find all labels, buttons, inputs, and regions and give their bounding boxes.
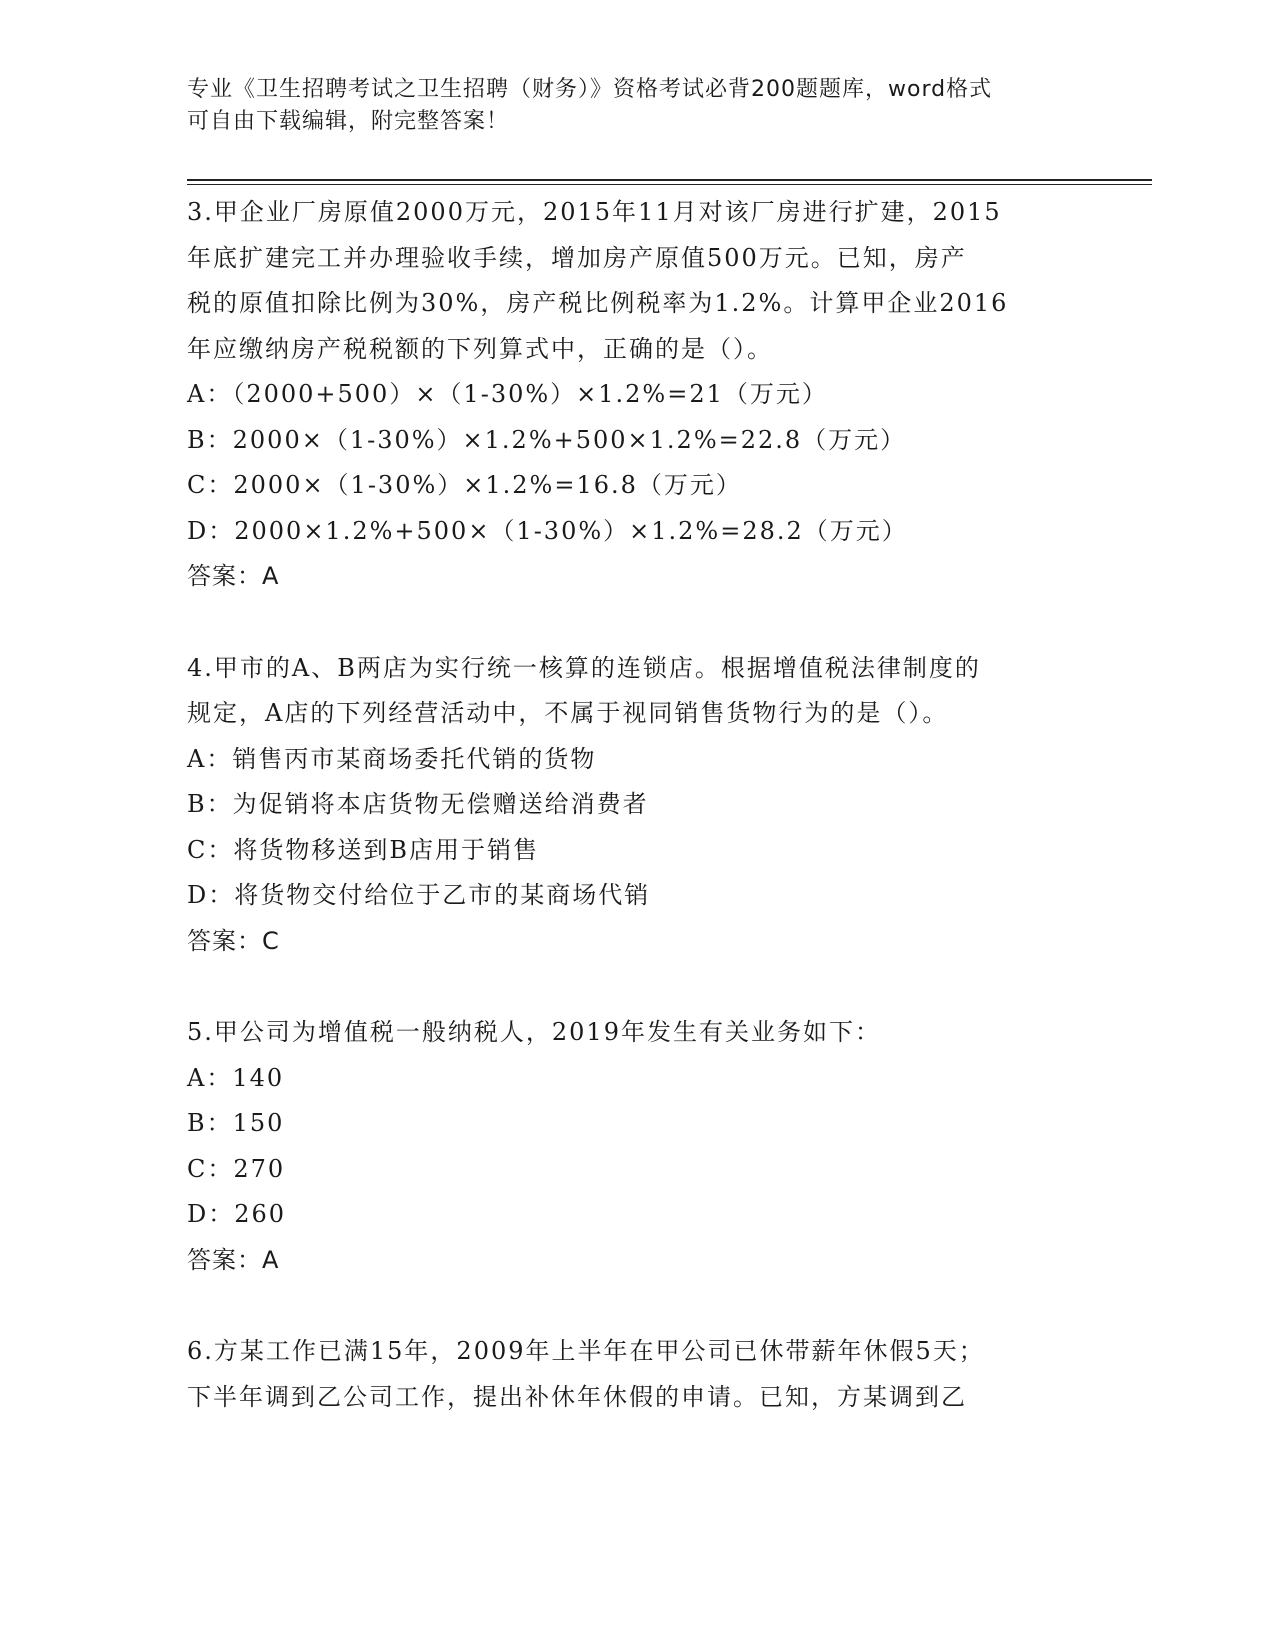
question-text-line: 5.甲公司为增值税一般纳税人，2019年发生有关业务如下： — [187, 1018, 881, 1046]
question-spacer — [187, 964, 1087, 1010]
option-a: A：销售丙市某商场委托代销的货物 — [187, 744, 597, 773]
question-text-line: 规定，A店的下列经营活动中，不属于视同销售货物行为的是（）。 — [187, 699, 949, 727]
option-d: D：2000×1.2%+500×（1-30%）×1.2%=28.2（万元） — [187, 516, 908, 545]
header-divider-thin — [187, 184, 1152, 185]
option-b: B：150 — [187, 1109, 285, 1137]
answer-label: 答案：C — [187, 926, 280, 955]
option-c: C：将货物移送到B店用于销售 — [187, 835, 539, 864]
option-a: A：140 — [187, 1063, 285, 1092]
question-list — [187, 190, 1087, 1420]
header-title-line-2: 可自由下载编辑，附完整答案！ — [187, 109, 510, 134]
option-d: D：260 — [187, 1200, 287, 1228]
question-spacer — [187, 1283, 1087, 1329]
question-text-line: 年应缴纳房产税税额的下列算式中，正确的是（）。 — [187, 334, 773, 363]
question-4 — [187, 646, 1087, 965]
answer-label: 答案：A — [187, 1245, 280, 1274]
question-text-line: 年底扩建完工并办理验收手续，增加房产原值500万元。已知，房产 — [187, 243, 967, 272]
option-d: D：将货物交付给位于乙市的某商场代销 — [187, 881, 651, 909]
question-spacer — [187, 600, 1087, 646]
question-5 — [187, 1010, 1087, 1283]
question-3 — [187, 190, 1087, 600]
option-c: C：270 — [187, 1154, 286, 1183]
question-text-line: 6.方某工作已满15年，2009年上半年在甲公司已休带薪年休假5天； — [187, 1337, 985, 1365]
question-text-line: 4.甲市的A、B两店为实行统一核算的连锁店。根据增值税法律制度的 — [187, 653, 981, 682]
question-text-line: 下半年调到乙公司工作，提出补休年休假的申请。已知，方某调到乙 — [187, 1382, 967, 1411]
question-6 — [187, 1329, 1087, 1420]
option-b: B：2000×（1-30%）×1.2%+500×1.2%=22.8（万元） — [187, 425, 907, 454]
option-a: A：（2000+500）×（1-30%）×1.2%=21（万元） — [187, 380, 828, 408]
header-divider-thick — [187, 179, 1152, 181]
document-header — [187, 74, 1067, 138]
option-b: B：为促销将本店货物无偿赠送给消费者 — [187, 790, 649, 818]
option-c: C：2000×（1-30%）×1.2%=16.8（万元） — [187, 471, 742, 499]
question-text-line: 税的原值扣除比例为30%，房产税比例税率为1.2%。计算甲企业2016 — [187, 289, 1009, 317]
answer-label: 答案：A — [187, 562, 280, 590]
header-title-line-1: 专业《卫生招聘考试之卫生招聘（财务）》资格考试必背200题题库，word格式 — [187, 77, 993, 102]
question-text-line: 3.甲企业厂房原值2000万元，2015年11月对该厂房进行扩建，2015 — [187, 198, 1002, 226]
